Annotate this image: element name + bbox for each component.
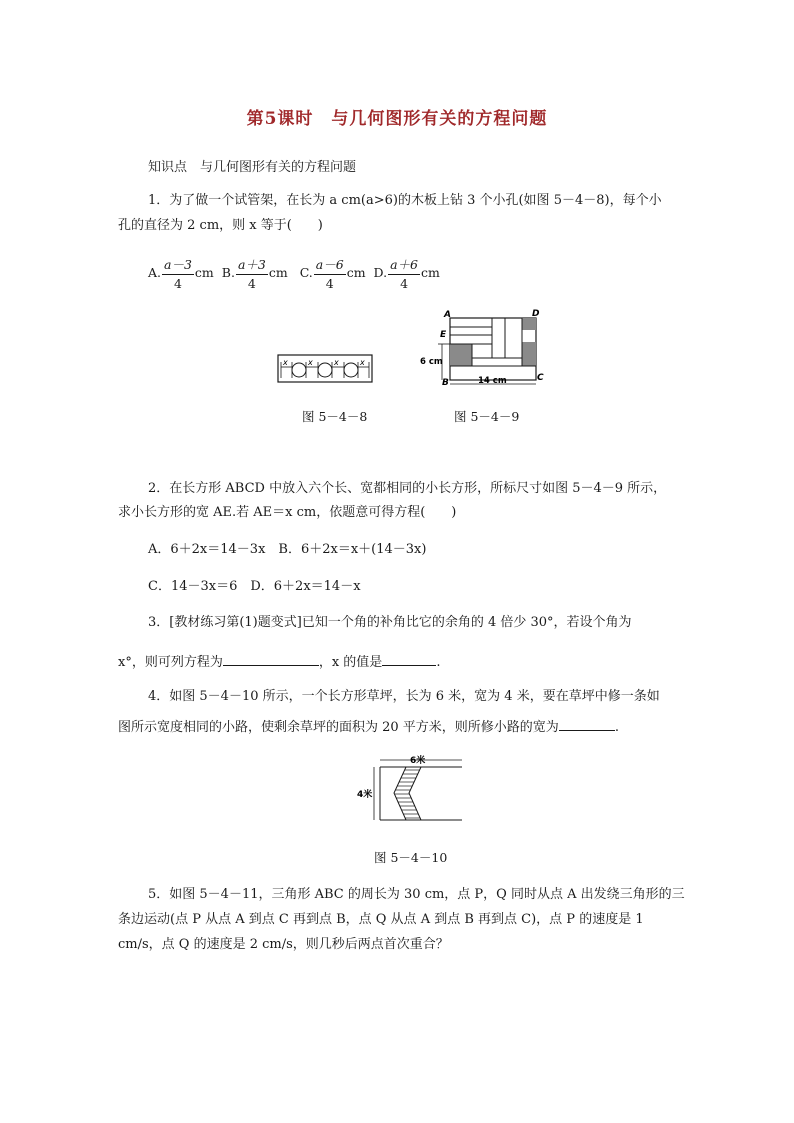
page-title: 第5课时 与几何图形有关的方程问题 [246, 109, 548, 129]
option-a: A. $\frac{a-3}{4}$ cm [148, 257, 214, 291]
vertex-c: C [537, 373, 544, 383]
q2-options-ab: A．6＋2x＝14－3x B．6＋2x＝x＋(14－3x) [148, 542, 427, 557]
gap-label-2: x [308, 358, 313, 367]
answer-blank-path-width[interactable] [559, 718, 615, 731]
q3-line2: x°，则可列方程为 ，x 的值是 . [118, 655, 441, 670]
hole-3 [344, 363, 358, 377]
option-d: D. $\frac{a+6}{4}$ cm [373, 257, 440, 291]
shade-left [450, 344, 472, 366]
q5-line1: 5．如图 5－4－11，三角形 ABC 的周长为 30 cm，点 P，Q 同时从点 A 出发绕三角形的三 [148, 887, 685, 902]
answer-blank-equation[interactable] [223, 653, 319, 666]
vertex-e: E [440, 330, 447, 340]
shade-top-right [522, 318, 536, 330]
figure-5-4-8 [276, 350, 376, 386]
figure-5-4-10-caption: 图 5－4－10 [374, 850, 448, 865]
hole-1 [292, 363, 306, 377]
figure-5-4-10 [356, 752, 466, 826]
vertex-b: B [442, 378, 449, 388]
gap-label-4: x [360, 358, 365, 367]
hole-2 [318, 363, 332, 377]
shade-right [522, 342, 536, 366]
figure-5-4-8-caption: 图 5－4－8 [302, 409, 368, 424]
vertex-d: D [532, 309, 540, 319]
q5-line3: cm/s，点 Q 的速度是 2 cm/s，则几秒后两点首次重合？ [118, 937, 449, 952]
option-b: B. $\frac{a+3}{4}$ cm [221, 257, 288, 291]
q4-line1: 4．如图 5－4－10 所示，一个长方形草坪，长为 6 米，宽为 4 米，要在草坪中修一条如 [148, 689, 660, 704]
label-6cm: 6 cm [420, 357, 443, 367]
answer-blank-x[interactable] [382, 653, 436, 666]
gap-label-1: x [283, 358, 288, 367]
q2-line2: 求小长方形的宽 AE.若 AE＝x cm，依题意可得方程( ) [118, 505, 457, 520]
figure-5-4-9 [418, 304, 550, 390]
q2-options-cd: C．14－3x＝6 D．6＋2x＝14－x [148, 579, 361, 594]
q4-line2: 图所示宽度相同的小路，使剩余草坪的面积为 20 平方米，则所修小路的宽为 . [118, 720, 619, 735]
figure-5-4-9-caption: 图 5－4－9 [454, 409, 520, 424]
q1-line1: 1．为了做一个试管架，在长为 a cm(a>6)的木板上钻 3 个小孔(如图 5－4－8)，每个小 [148, 193, 662, 208]
option-c: C. $\frac{a-6}{4}$ cm [299, 257, 366, 291]
q3-line1: 3．[教材练习第(1)题变式]已知一个角的补角比它的余角的 4 倍少 30°，若设个角为 [148, 615, 632, 630]
q1-options [148, 255, 440, 291]
q5-line2: 条边运动(点 P 从点 A 到点 C 再到点 B，点 Q 从点 A 到点 B 再到点 C)，点 P 的速度是 1 [118, 912, 644, 927]
gap-label-3: x [334, 358, 339, 367]
vertex-a: A [444, 310, 451, 320]
q2-line1: 2．在长方形 ABCD 中放入六个长、宽都相同的小长方形，所标尺寸如图 5－4－9 所示， [148, 481, 667, 496]
label-14cm: 14 cm [478, 376, 507, 386]
path-strip [394, 767, 421, 820]
label-4m: 4米 [357, 790, 373, 800]
section-heading: 知识点 与几何图形有关的方程问题 [148, 160, 357, 175]
q1-line2: 孔的直径为 2 cm，则 x 等于( ) [118, 218, 323, 233]
label-6m: 6米 [410, 756, 426, 766]
